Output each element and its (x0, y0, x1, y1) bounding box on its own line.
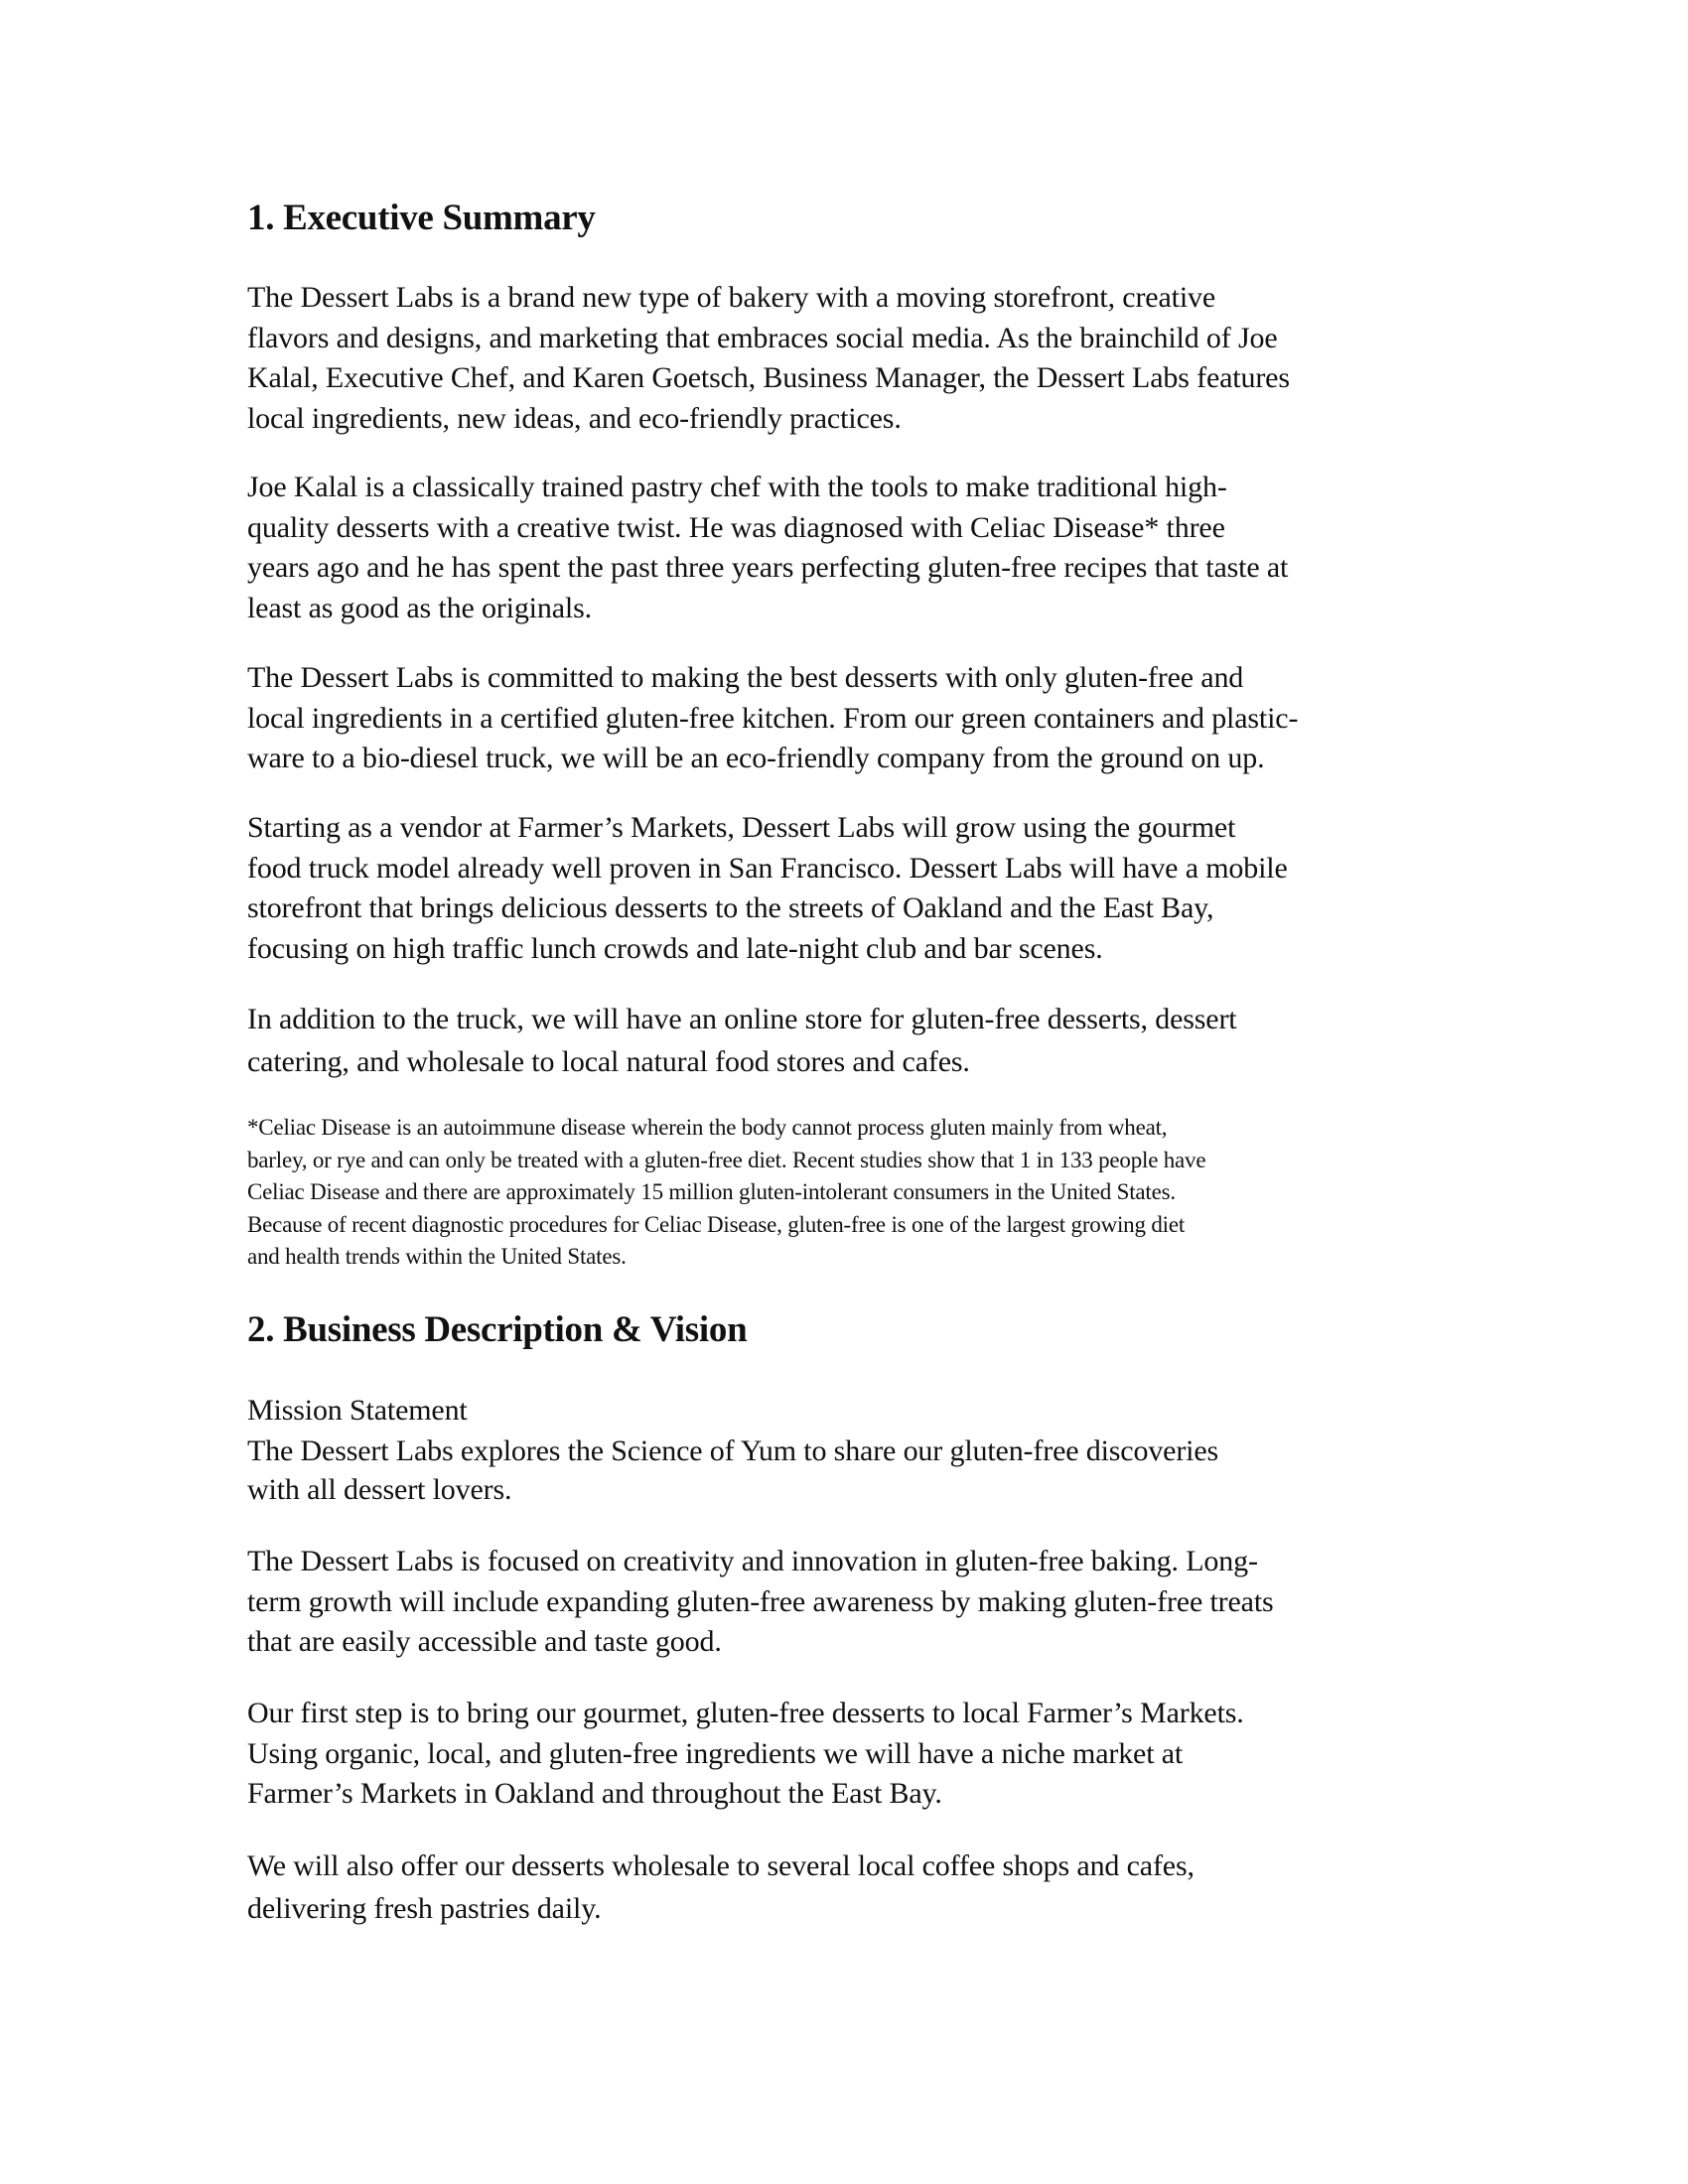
text-line: The Dessert Labs is focused on creativity and innovation in gluten-free baking. Long- (247, 1545, 1258, 1577)
executive-summary-paragraph-1 (247, 278, 1454, 439)
text-line: quality desserts with a creative twist. He was diagnosed with Celiac Disease* three (247, 510, 1225, 544)
text-line: Our first step is to bring our gourmet, gluten-free desserts to local Farmer’s Markets. (247, 1697, 1244, 1729)
executive-summary-paragraph-2 (247, 468, 1454, 628)
text-line: flavors and designs, and marketing that embraces social media. As the brainchild of Joe (247, 321, 1278, 354)
text-line: storefront that brings delicious desserts to the streets of Oakland and the East Bay, (247, 891, 1214, 924)
executive-summary-paragraph-5 (247, 998, 1454, 1083)
text-line: In addition to the truck, we will have an online store for gluten-free desserts, dessert (247, 1003, 1237, 1035)
footnote-line: and health trends within the United States. (247, 1244, 627, 1269)
executive-summary-paragraph-4 (247, 808, 1454, 969)
vision-paragraph-1 (247, 1542, 1454, 1663)
text-line: local ingredients, new ideas, and eco-friendly practices. (247, 401, 902, 435)
footnote-line: Celiac Disease and there are approximately 15 million gluten-intolerant consumers in the United States. (247, 1179, 1176, 1204)
text-line: focusing on high traffic lunch crowds and late-night club and bar scenes. (247, 931, 1103, 965)
text-line: with all dessert lovers. (247, 1473, 512, 1506)
text-line: The Dessert Labs is a brand new type of bakery with a moving storefront, creative (247, 281, 1216, 314)
footnote-line: *Celiac Disease is an autoimmune disease wherein the body cannot process gluten mainly from wheat, (247, 1115, 1168, 1140)
text-line: term growth will include expanding gluten-free awareness by making gluten-free treats (247, 1584, 1274, 1618)
mission-statement-subheading: Mission Statement (247, 1394, 468, 1427)
text-line: The Dessert Labs is committed to making the best desserts with only gluten-free and (247, 661, 1244, 694)
footnote-line: Because of recent diagnostic procedures for Celiac Disease, gluten-free is one of the largest growing diet (247, 1211, 1186, 1237)
text-line: The Dessert Labs explores the Science of Yum to share our gluten-free discoveries (247, 1434, 1219, 1467)
text-line: Using organic, local, and gluten-free ingredients we will have a niche market at (247, 1736, 1184, 1770)
section-1-heading: 1. Executive Summary (247, 198, 596, 238)
text-line: ware to a bio-diesel truck, we will be an eco-friendly company from the ground on up. (247, 742, 1265, 774)
footnote-line: barley, or rye and can only be treated with a gluten-free diet. Recent studies show that 1 in 133 people have (247, 1147, 1206, 1172)
vision-paragraph-2 (247, 1694, 1454, 1815)
text-line: Farmer’s Markets in Oakland and throughout the East Bay. (247, 1777, 942, 1810)
text-line: Starting as a vendor at Farmer’s Markets, Dessert Labs will grow using the gourmet (247, 811, 1236, 844)
celiac-footnote (247, 1112, 1469, 1274)
text-line: Kalal, Executive Chef, and Karen Goetsch, Business Manager, the Dessert Labs features (247, 361, 1290, 394)
text-line: local ingredients in a certified gluten-free kitchen. From our green containers and plastic- (247, 701, 1299, 735)
text-line: delivering fresh pastries daily. (247, 1892, 602, 1925)
text-line: food truck model already well proven in San Francisco. Dessert Labs will have a mobile (247, 851, 1288, 885)
text-line: that are easily accessible and taste good. (247, 1625, 722, 1658)
mission-statement-paragraph (247, 1432, 1454, 1509)
text-line: Joe Kalal is a classically trained pastry chef with the tools to make traditional high- (247, 471, 1227, 503)
vision-paragraph-3 (247, 1844, 1454, 1930)
text-line: years ago and he has spent the past three years perfecting gluten-free recipes that taste at (247, 551, 1289, 584)
executive-summary-paragraph-3 (247, 658, 1454, 779)
section-2-heading: 2. Business Description & Vision (247, 1309, 748, 1350)
text-line: We will also offer our desserts wholesale to several local coffee shops and cafes, (247, 1849, 1195, 1882)
text-line: least as good as the originals. (247, 591, 592, 624)
text-line: catering, and wholesale to local natural food stores and cafes. (247, 1045, 970, 1078)
